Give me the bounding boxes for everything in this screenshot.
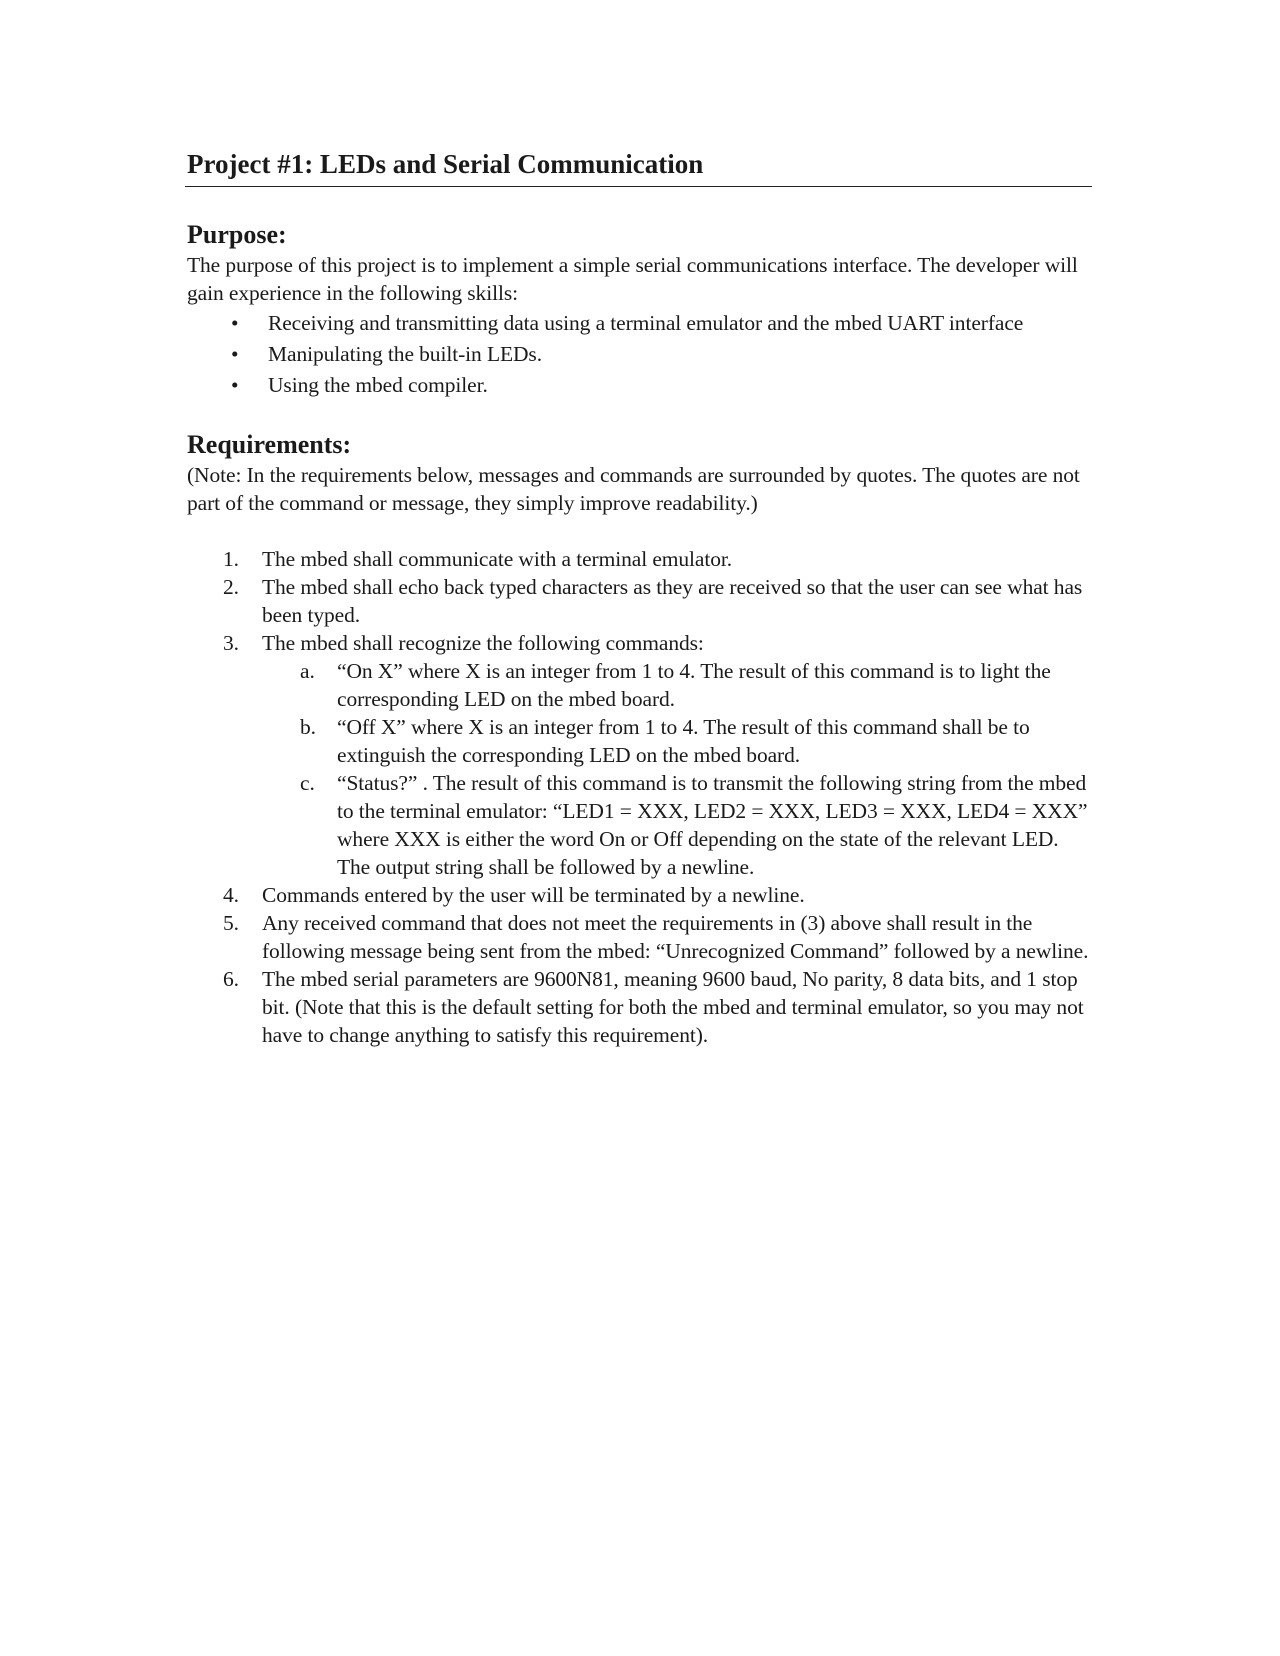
commands-list: [262, 657, 1092, 881]
bullet-icon: •: [231, 373, 239, 397]
document-page: [187, 146, 1092, 1049]
item-text: The mbed shall echo back typed characters as they are received so that the user can see what has been typed.: [262, 575, 1083, 627]
list-item: [187, 909, 1092, 965]
item-text: Commands entered by the user will be terminated by a newline.: [262, 883, 805, 907]
list-item: [262, 769, 1092, 881]
item-text: The mbed serial parameters are 9600N81, meaning 9600 baud, No parity, 8 data bits, and 1 stop bit. (Note that this is the default setting for both the mbed and terminal emulator, so you may not have to change anything to satisfy this requirement).: [262, 967, 1084, 1047]
list-item: [262, 713, 1092, 769]
page-title: Project #1: LEDs and Serial Communication: [185, 146, 1092, 187]
skill-text: Manipulating the built-in LEDs.: [268, 342, 542, 366]
item-number: 5.: [223, 911, 239, 935]
list-item: [187, 371, 1092, 399]
item-text: “Status?” . The result of this command is to transmit the following string from the mbed to the terminal emulator: “LED1 = XXX, LED2 = XXX, LED3 = XXX, LED4 = XXX” where XXX is either the word On or Off depending on the state of the relevant LED. The output string shall be followed by a newline.: [337, 771, 1088, 879]
bullet-icon: •: [231, 311, 239, 335]
purpose-intro: The purpose of this project is to implement a simple serial communications interface. The developer will gain experience in the following skills:: [187, 253, 1078, 305]
skill-text: Receiving and transmitting data using a terminal emulator and the mbed UART interface: [268, 311, 1024, 335]
item-text: The mbed shall recognize the following commands:: [262, 631, 704, 655]
item-number: 4.: [223, 883, 239, 907]
item-text: “Off X” where X is an integer from 1 to 4. The result of this command shall be to extinguish the corresponding LED on the mbed board.: [337, 715, 1030, 767]
list-item: [187, 545, 1092, 573]
list-item: [187, 881, 1092, 909]
purpose-heading: Purpose:: [187, 220, 287, 249]
list-item: [187, 573, 1092, 629]
requirements-heading: Requirements:: [187, 430, 352, 459]
skills-list: [187, 309, 1092, 399]
bullet-icon: •: [231, 342, 239, 366]
item-letter: a.: [300, 659, 315, 683]
item-number: 3.: [223, 631, 239, 655]
item-number: 2.: [223, 575, 239, 599]
requirements-note: (Note: In the requirements below, messages and commands are surrounded by quotes. The quotes are not part of the command or message, they simply improve readability.): [187, 463, 1080, 515]
item-text: Any received command that does not meet the requirements in (3) above shall result in the following message being sent from the mbed: “Unrecognized Command” followed by a newline.: [262, 911, 1089, 963]
list-item: [187, 629, 1092, 881]
list-item: [187, 309, 1092, 337]
item-number: 6.: [223, 967, 239, 991]
requirements-list: [187, 545, 1092, 1049]
skill-text: Using the mbed compiler.: [268, 373, 488, 397]
item-letter: c.: [300, 771, 315, 795]
item-letter: b.: [300, 715, 316, 739]
list-item: [187, 965, 1092, 1049]
list-item: [262, 657, 1092, 713]
list-item: [187, 340, 1092, 368]
item-text: The mbed shall communicate with a terminal emulator.: [262, 547, 733, 571]
item-number: 1.: [223, 547, 239, 571]
item-text: “On X” where X is an integer from 1 to 4. The result of this command is to light the corresponding LED on the mbed board.: [337, 659, 1051, 711]
